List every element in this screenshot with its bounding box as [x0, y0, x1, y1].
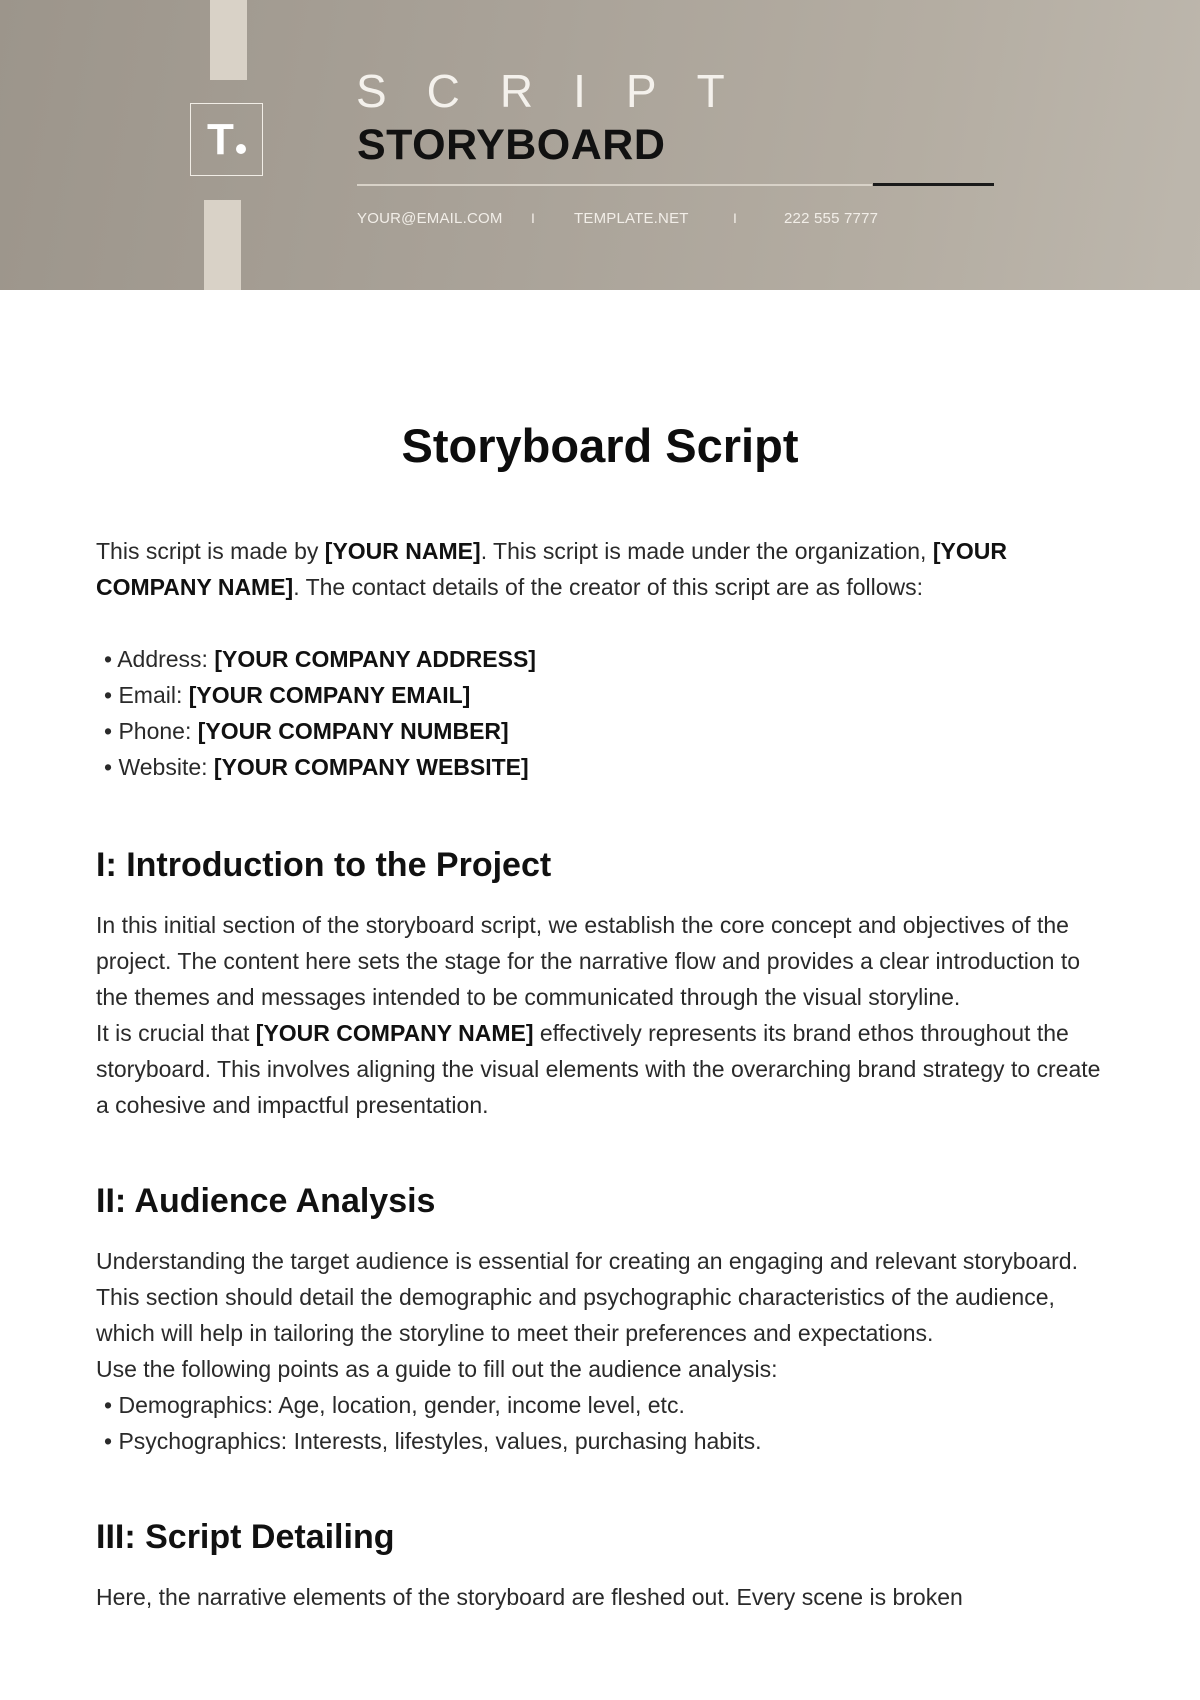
header-script-word: SCRIPT	[356, 65, 765, 117]
audience-bullet-demographics	[96, 1387, 1116, 1423]
logo-letter: T	[207, 114, 233, 164]
header-banner	[0, 0, 1200, 290]
contact-value: [YOUR COMPANY NUMBER]	[197, 718, 509, 744]
bullet-marker: •	[104, 754, 113, 780]
header-separator: I	[733, 210, 737, 226]
logo	[190, 103, 263, 176]
document-body	[96, 533, 1116, 1615]
section1-paragraph-2	[96, 1015, 1116, 1123]
contact-label: Address:	[117, 646, 215, 672]
intro-text: . The contact details of the creator of this script are as follows:	[293, 574, 924, 600]
logo-dot	[236, 144, 246, 154]
header-rule-dark	[873, 183, 994, 186]
section-heading-introduction: I: Introduction to the Project	[96, 846, 552, 884]
contact-item-address	[96, 641, 1116, 677]
header-storyboard-word: STORYBOARD	[357, 121, 666, 169]
contact-item-email	[96, 677, 1116, 713]
contact-label: Website:	[118, 754, 214, 780]
bullet-text: Demographics: Age, location, gender, income level, etc.	[118, 1392, 685, 1418]
decorative-bar-bottom	[204, 200, 241, 290]
contact-label: Email:	[118, 682, 189, 708]
intro-text: . This script is made under the organization,	[480, 538, 933, 564]
bullet-marker: •	[104, 1392, 113, 1418]
section2-paragraph-2: Use the following points as a guide to fill out the audience analysis:	[96, 1356, 778, 1382]
creator-name-placeholder: [YOUR NAME]	[324, 538, 481, 564]
decorative-bar-top	[210, 0, 247, 80]
header-phone: 222 555 7777	[784, 210, 879, 227]
audience-bullet-psychographics	[96, 1423, 1116, 1459]
contact-list	[96, 641, 1116, 785]
section2-paragraph-1: Understanding the target audience is essential for creating an engaging and relevant storyboard. This section should detail the demographic and psychographic characteristics of the audience, which will help in tailoring the storyline to meet their preferences and expectations.	[96, 1248, 1078, 1346]
section1-paragraph-1: In this initial section of the storyboard script, we establish the core concept and objectives of the project. The content here sets the stage for the narrative flow and provides a clear introduction to the themes and messages intended to be communicated through the visual storyline.	[96, 912, 1081, 1010]
bullet-marker: •	[104, 682, 113, 708]
bullet-marker: •	[104, 646, 113, 672]
header-website: TEMPLATE.NET	[574, 210, 689, 227]
document-title: Storyboard Script	[401, 419, 799, 472]
section3-paragraph-1: Here, the narrative elements of the storyboard are fleshed out. Every scene is broken	[96, 1584, 963, 1610]
contact-item-website	[96, 749, 1116, 785]
header-email: YOUR@EMAIL.COM	[357, 210, 503, 227]
contact-value: [YOUR COMPANY ADDRESS]	[214, 646, 536, 672]
header-rule-light	[357, 184, 872, 186]
section1-text: effectively represents its brand ethos throughout the storyboard. This involves aligning the visual elements with the overarching brand strategy to create a cohesive and impactful presentation.	[96, 1020, 1101, 1118]
bullet-marker: •	[104, 1428, 113, 1454]
section1-text: It is crucial that	[96, 1020, 256, 1046]
bullet-text: Psychographics: Interests, lifestyles, values, purchasing habits.	[118, 1428, 762, 1454]
header-separator: I	[531, 210, 535, 226]
section-heading-audience: II: Audience Analysis	[96, 1182, 436, 1220]
contact-label: Phone:	[118, 718, 198, 744]
company-name-placeholder: [YOUR COMPANY NAME]	[255, 1020, 534, 1046]
contact-value: [YOUR COMPANY EMAIL]	[188, 682, 471, 708]
section-heading-script-detailing: III: Script Detailing	[96, 1518, 395, 1556]
company-name-placeholder: [YOUR COMPANY NAME]	[96, 538, 1007, 600]
contact-value: [YOUR COMPANY WEBSITE]	[213, 754, 529, 780]
bullet-marker: •	[104, 718, 113, 744]
intro-text: This script is made by	[96, 538, 325, 564]
intro-paragraph	[96, 533, 1116, 605]
contact-item-phone	[96, 713, 1116, 749]
